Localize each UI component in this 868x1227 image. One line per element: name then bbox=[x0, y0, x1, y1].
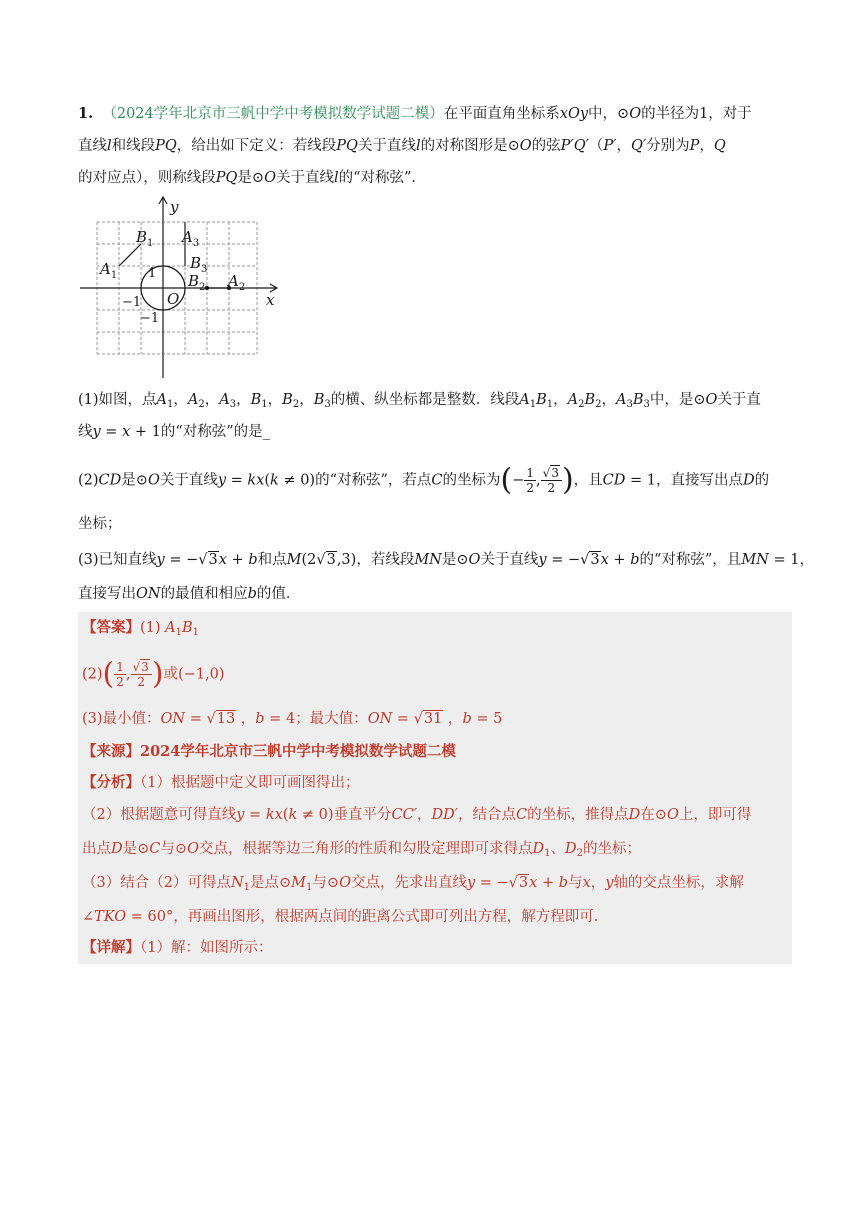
answer-line-3: (3)最小值：ON = √13 ，b = 4；最大值：ON = √31 ，b = 5 bbox=[82, 711, 503, 727]
y-axis-label: y bbox=[170, 198, 179, 216]
problem-number: 1. bbox=[78, 105, 94, 122]
question-3-line-2: 直接写出ON的最值和相应b的值． bbox=[78, 586, 301, 602]
question-1-line-1: (1)如图，点$A_1$，$A_2$，$A_3$，$B_1$，$B_2$，$B_3$的横、纵坐标都是整数．线段$A_1B_1$，$A_2B_2$，$A_3B_3$中，是⊙O关于直 bbox=[78, 392, 761, 410]
problem-source-tag: （2024学年北京市三帆中学中考模拟数学试题二模） bbox=[102, 106, 444, 122]
point-b2 bbox=[205, 286, 209, 290]
source-line: 【来源】2024学年北京市三帆中学中考模拟数学试题二模 bbox=[82, 743, 456, 760]
detail-line: 【详解】（1）解：如图所示： bbox=[82, 939, 273, 956]
analysis-line-4: （3）结合（2）可得点$N_1$是点$⊙M_1$与⊙O交点，先求出直线y = −√3x + b与x，y轴的交点坐标，求解 bbox=[82, 875, 744, 893]
origin-label: O bbox=[167, 290, 180, 308]
tick-label-neg1-y: −1 bbox=[140, 311, 160, 326]
x-axis-label: x bbox=[266, 291, 275, 309]
question-3-line-1: (3)已知直线y = −√3x + b和点M(2√3,3)，若线段MN是⊙O关于直线y = −√3x + b的“对称弦”，且MN = 1， bbox=[78, 552, 814, 568]
tick-label-neg1-x: −1 bbox=[122, 295, 142, 310]
analysis-line-5: ∠TKO = 60°，再画出图形，根据两点间的距离公式即可列出方程，解方程即可． bbox=[82, 909, 609, 925]
problem-line-1: 1. （2024学年北京市三帆中学中考模拟数学试题二模）在平面直角坐标系xOy中，⊙O的半径为1，对于 bbox=[78, 105, 752, 122]
analysis-line-2: （2）根据题意可得直线y = kx(k ≠ 0)垂直平分CC′，DD′，结合点C的坐标，推得点D在⊙O上，即可得 bbox=[82, 807, 752, 823]
problem-line-2: 直线l和线段PQ，给出如下定义：若线段PQ关于直线l的对称图形是⊙O的弦P′Q′（P′，Q′分别为P，Q bbox=[78, 138, 726, 154]
answer-line-1: 【答案】(1) $A_1B_1$ bbox=[82, 619, 200, 638]
answer-label: 【答案】 bbox=[82, 619, 140, 636]
segment-a1b1 bbox=[119, 244, 141, 266]
question-2-line-2: 坐标； bbox=[78, 516, 122, 532]
question-1-line-2: 线y = x + 1的“对称弦”的是_ bbox=[78, 424, 270, 440]
analysis-line-1: 【分析】（1）根据题中定义即可画图得出； bbox=[82, 774, 360, 791]
label-b3: $B_3$ bbox=[190, 254, 208, 275]
label-a1: $A_1$ bbox=[100, 260, 118, 281]
label-b1: $B_1$ bbox=[136, 228, 154, 249]
tick-label-1: 1 bbox=[148, 266, 157, 281]
problem-line-3: 的对应点），则称线段PQ是⊙O关于直线l的“对称弦”． bbox=[78, 170, 426, 186]
label-a2: $A_2$ bbox=[228, 272, 246, 293]
question-2-line-1: (2)CD是⊙O关于直线y = kx(k ≠ 0)的“对称弦”，若点C的坐标为(− $\frac{1}{2}$ , $\frac{√3}{2}$ )，且CD = 1，直接写出点D的 bbox=[78, 462, 770, 498]
answer-line-2: (2)( $\frac{1}{2}$ , $\frac{√3}{2}$ )或(−1,0) bbox=[82, 656, 225, 692]
label-b2: $B_2$ bbox=[188, 272, 206, 293]
label-a3: $A_3$ bbox=[182, 228, 200, 249]
coordinate-figure bbox=[76, 192, 286, 384]
analysis-line-3: 出点D是⊙C与⊙O交点，根据等边三角形的性质和勾股定理即可求得点$D_1$、$D_2$的坐标； bbox=[82, 841, 641, 859]
